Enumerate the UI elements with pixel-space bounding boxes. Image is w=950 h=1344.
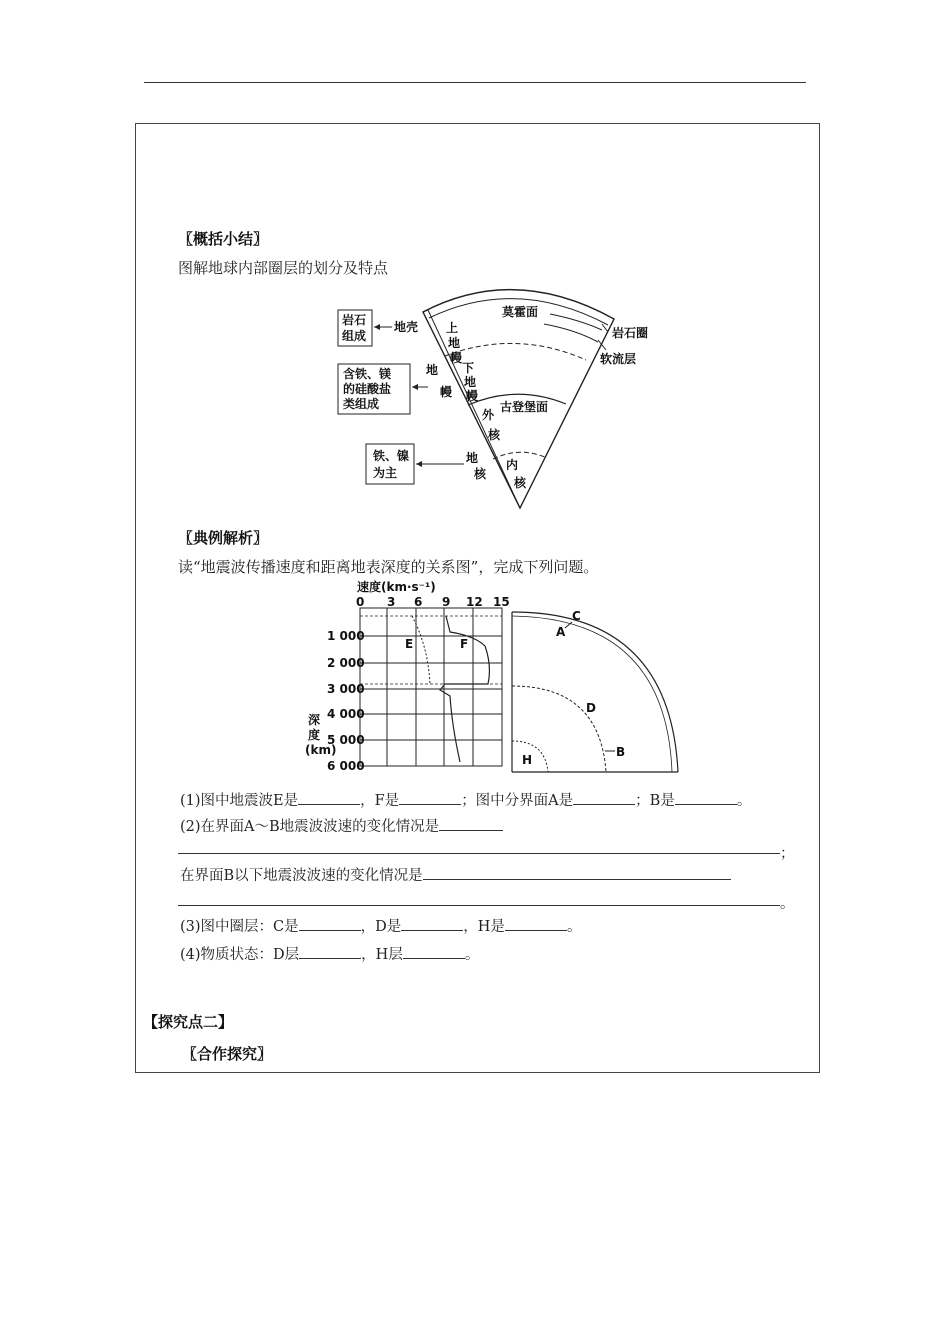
- label-lower-mantle-2: 地: [464, 375, 477, 389]
- q1-blank-e[interactable]: [298, 790, 360, 805]
- seismic-wave-diagram: [300, 576, 695, 776]
- depth-label-2: 度: [308, 728, 321, 742]
- section2-subheading: 〖合作探究〗: [182, 1045, 273, 1063]
- q1-text-b: ，F是: [360, 793, 400, 809]
- q4-blank-d[interactable]: [299, 944, 361, 959]
- wave-e-label: E: [405, 637, 414, 651]
- label-gutenberg: 古登堡面: [500, 400, 549, 414]
- q3-text-a: (3)图中圈层：C是: [180, 919, 299, 935]
- q1-text-d: ；B是: [635, 793, 675, 809]
- box-rock-line1: 岩石: [342, 313, 367, 327]
- q3-blank-c[interactable]: [299, 916, 361, 931]
- depth-tick-5000: 5 000: [327, 733, 365, 747]
- q1-text-c: ；图中分界面A是: [461, 793, 574, 809]
- label-mantle-1: 地: [426, 363, 439, 377]
- q1-blank-b[interactable]: [675, 790, 737, 805]
- box-rock-line2: 组成: [342, 329, 367, 343]
- speed-tick-9: 9: [442, 595, 451, 609]
- label-upper-mantle-1: 上: [446, 321, 459, 335]
- q1-blank-f[interactable]: [399, 790, 461, 805]
- question-2-line2: [180, 864, 731, 885]
- depth-tick-4000: 4 000: [327, 707, 365, 721]
- earth-layers-diagram: [330, 284, 660, 514]
- label-lithosphere: 岩石圈: [612, 326, 649, 340]
- label-lower-mantle-1: 下: [462, 361, 475, 375]
- q3-text-b: ，D是: [360, 919, 402, 935]
- box-iron-line2: 为主: [373, 466, 398, 480]
- depth-label-1: 深: [308, 713, 321, 727]
- label-a: A: [556, 625, 566, 639]
- box-iron-line1: 铁、镍: [373, 449, 410, 463]
- label-inner-core-2: 核: [514, 476, 527, 490]
- q2-blank-1[interactable]: [439, 816, 503, 831]
- label-moho: 莫霍面: [502, 305, 539, 319]
- depth-label-3: (km): [305, 743, 337, 757]
- q4-text-b: ，H层: [361, 947, 403, 963]
- label-upper-mantle-3: 幔: [450, 351, 463, 365]
- label-mantle-2: 幔: [440, 385, 453, 399]
- q4-blank-h[interactable]: [403, 944, 465, 959]
- label-core-2: 核: [474, 467, 487, 481]
- box-silicate-line1: 含铁、镁: [343, 367, 392, 381]
- q4-text-a: (4)物质状态：D层: [180, 947, 300, 963]
- label-outer-core-2: 核: [488, 428, 501, 442]
- q1-blank-a[interactable]: [573, 790, 635, 805]
- q2-end: 。: [780, 896, 795, 912]
- question-1: [180, 789, 751, 810]
- example-prompt: 读“地震波传播速度和距离地表深度的关系图”，完成下列问题。: [178, 558, 599, 576]
- question-4: [180, 943, 479, 964]
- label-asthenosphere: 软流层: [600, 352, 637, 366]
- label-upper-mantle-2: 地: [448, 336, 461, 350]
- section2-heading: 【探究点二】: [143, 1013, 234, 1031]
- label-core-1: 地: [466, 451, 479, 465]
- summary-caption: 图解地球内部圈层的划分及特点: [178, 259, 389, 277]
- example-heading: 〖典例解析〗: [178, 529, 269, 547]
- label-inner-core-1: 内: [506, 458, 519, 472]
- depth-tick-3000: 3 000: [327, 682, 365, 696]
- q2-answer-line-2[interactable]: [178, 905, 780, 906]
- wave-f-label: F: [460, 637, 469, 651]
- label-d: D: [586, 701, 596, 715]
- speed-tick-6: 6: [414, 595, 423, 609]
- q2-text-b: 在界面B以下地震波波速的变化情况是: [180, 868, 423, 884]
- q2-blank-2[interactable]: [423, 865, 731, 880]
- q3-blank-d[interactable]: [401, 916, 463, 931]
- speed-axis-label: 速度(km·s⁻¹): [357, 580, 436, 594]
- header-rule: [144, 82, 806, 83]
- depth-tick-6000: 6 000: [327, 759, 365, 773]
- q1-text-a: (1)图中地震波E是: [180, 793, 299, 809]
- q2-semicolon: ；: [780, 846, 795, 862]
- speed-tick-3: 3: [387, 595, 396, 609]
- q3-text-d: 。: [566, 919, 582, 935]
- question-3: [180, 915, 581, 936]
- summary-heading: 〖概括小结〗: [178, 230, 269, 248]
- speed-tick-0: 0: [356, 595, 365, 609]
- q1-text-e: 。: [736, 793, 752, 809]
- label-h: H: [522, 753, 533, 767]
- label-b: B: [616, 745, 626, 759]
- speed-tick-15: 15: [493, 595, 510, 609]
- label-crust: 地壳: [394, 320, 419, 334]
- label-outer-core-1: 外: [482, 408, 495, 422]
- q2-text-a: (2)在界面A～B地震波波速的变化情况是: [180, 819, 440, 835]
- question-2-line1: [180, 815, 503, 836]
- q4-text-c: 。: [464, 947, 480, 963]
- q3-blank-h[interactable]: [505, 916, 567, 931]
- label-c: C: [572, 609, 581, 623]
- depth-tick-2000: 2 000: [327, 656, 365, 670]
- q3-text-c: ，H是: [463, 919, 505, 935]
- label-lower-mantle-3: 幔: [466, 389, 479, 403]
- box-silicate-line2: 的硅酸盐: [343, 382, 392, 396]
- box-silicate-line3: 类组成: [343, 397, 380, 411]
- speed-tick-12: 12: [466, 595, 483, 609]
- q2-answer-line-1[interactable]: [178, 853, 780, 854]
- depth-tick-1000: 1 000: [327, 629, 365, 643]
